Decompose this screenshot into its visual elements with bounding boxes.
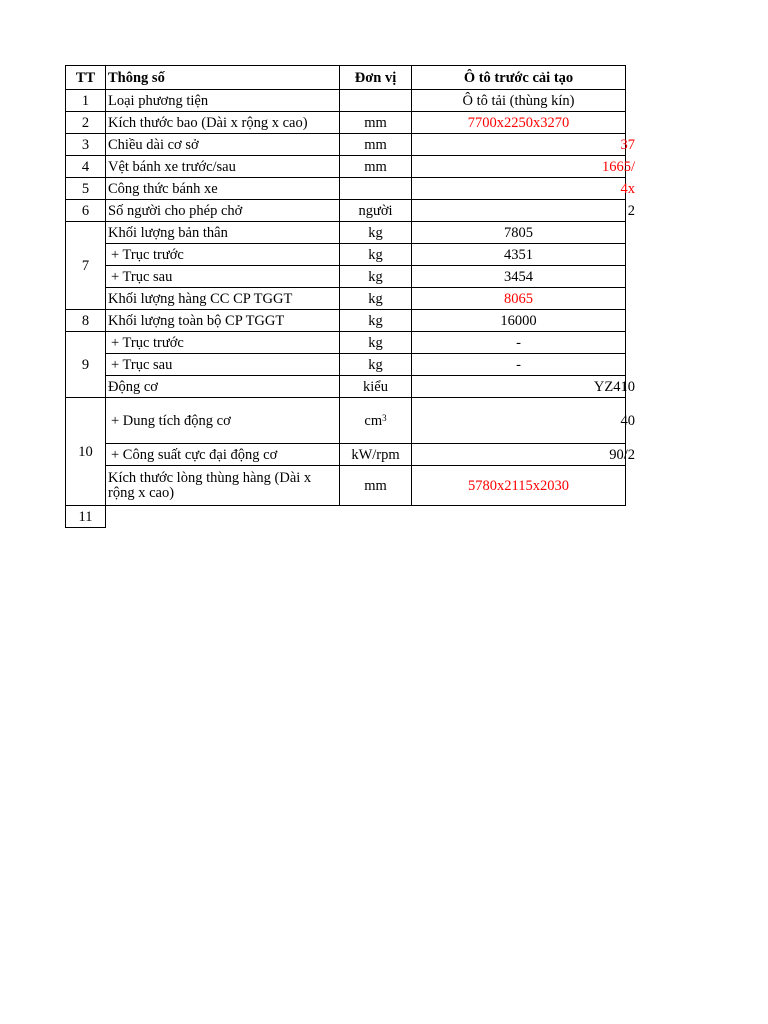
row-number: 2 (66, 112, 106, 134)
empty-cell (340, 506, 412, 528)
param-cell: Khối lượng bản thân (106, 222, 340, 244)
param-cell: Số người cho phép chở (106, 200, 340, 222)
table-row (66, 222, 626, 244)
value-cell: - (412, 332, 626, 354)
table-row (66, 310, 626, 332)
param-cell: Khối lượng hàng CC CP TGGT (106, 288, 340, 310)
unit-cell: kg (340, 288, 412, 310)
table-row (66, 90, 626, 112)
row-number: 11 (66, 506, 106, 528)
row-number: 7 (66, 222, 106, 310)
value-cell (412, 398, 635, 444)
table-row (66, 332, 626, 354)
table-row (66, 466, 626, 506)
value-cell: 16000 (412, 310, 626, 332)
table-row (66, 112, 626, 134)
unit-cell: kg (340, 332, 412, 354)
value-text: 2 (627, 202, 635, 219)
unit-cell: mm (340, 466, 412, 506)
value-cell: 5780x2115x2030 (412, 466, 626, 506)
unit-superscript: 3 (382, 412, 387, 423)
value-cell: 7805 (412, 222, 626, 244)
row-number: 10 (66, 398, 106, 506)
row-number: 5 (66, 178, 106, 200)
value-cell (412, 376, 635, 398)
unit-cell: kW/rpm (340, 444, 412, 466)
value-text: 1665/ (601, 158, 635, 175)
row-number: 3 (66, 134, 106, 156)
param-cell: Kích thước lòng thùng hàng (Dài x rộng x cao) (106, 466, 340, 506)
table-row (66, 200, 626, 222)
unit-cell: người (340, 200, 412, 222)
param-cell: Chiều dài cơ sở (106, 134, 340, 156)
row-number: 9 (66, 332, 106, 398)
unit-cell: kg (340, 310, 412, 332)
spec-table (65, 65, 635, 528)
spec-table-container (65, 65, 635, 528)
table-row (66, 506, 626, 528)
unit-cell: kiểu (340, 376, 412, 398)
unit-cell (340, 90, 412, 112)
table-row (66, 156, 626, 178)
row-number: 1 (66, 90, 106, 112)
unit-cell: mm (340, 156, 412, 178)
header-unit: Đơn vị (340, 66, 412, 90)
value-cell: 8065 (412, 288, 626, 310)
value-cell: Ô tô tải (thùng kín) (412, 90, 626, 112)
value-cell (412, 444, 635, 466)
param-cell: Công thức bánh xe (106, 178, 340, 200)
value-text: 4x (620, 180, 635, 197)
table-row (66, 444, 626, 466)
value-text: YZ410 (593, 378, 635, 395)
header-tt: TT (66, 66, 106, 90)
param-cell: + Trục trước (106, 244, 340, 266)
header-value: Ô tô trước cải tạo (412, 66, 626, 90)
param-cell: + Trục sau (106, 354, 340, 376)
unit-cell (340, 178, 412, 200)
param-cell: + Trục sau (106, 266, 340, 288)
unit-cell: mm (340, 112, 412, 134)
value-cell (412, 178, 635, 200)
empty-cell (106, 506, 340, 528)
unit-cell: kg (340, 222, 412, 244)
row-number: 4 (66, 156, 106, 178)
unit-text: cm (364, 412, 383, 429)
empty-cell (412, 506, 626, 528)
value-text: 40 (620, 412, 635, 429)
table-row (66, 244, 626, 266)
unit-cell: kg (340, 354, 412, 376)
value-cell: 4351 (412, 244, 626, 266)
table-row (66, 398, 626, 444)
table-row (66, 376, 626, 398)
param-cell: + Dung tích động cơ (106, 398, 340, 444)
header-row (66, 66, 626, 90)
param-cell: Động cơ (106, 376, 340, 398)
table-row (66, 288, 626, 310)
value-cell: - (412, 354, 626, 376)
param-cell: Vệt bánh xe trước/sau (106, 156, 340, 178)
unit-cell: kg (340, 266, 412, 288)
table-row (66, 134, 626, 156)
row-number: 8 (66, 310, 106, 332)
value-cell: 7700x2250x3270 (412, 112, 626, 134)
value-cell (412, 134, 635, 156)
value-text: 90/2 (609, 446, 635, 463)
param-cell: Loại phương tiện (106, 90, 340, 112)
param-cell: + Công suất cực đại động cơ (106, 444, 340, 466)
value-text: 37 (620, 136, 635, 153)
header-param: Thông số (106, 66, 340, 90)
unit-cell: mm (340, 134, 412, 156)
param-cell: Kích thước bao (Dài x rộng x cao) (106, 112, 340, 134)
unit-cell: kg (340, 244, 412, 266)
table-row (66, 266, 626, 288)
param-cell: + Trục trước (106, 332, 340, 354)
value-cell (412, 200, 635, 222)
value-cell: 3454 (412, 266, 626, 288)
table-row (66, 354, 626, 376)
unit-cell (340, 398, 412, 444)
table-row (66, 178, 626, 200)
param-cell: Khối lượng toàn bộ CP TGGT (106, 310, 340, 332)
row-number: 6 (66, 200, 106, 222)
value-cell (412, 156, 635, 178)
